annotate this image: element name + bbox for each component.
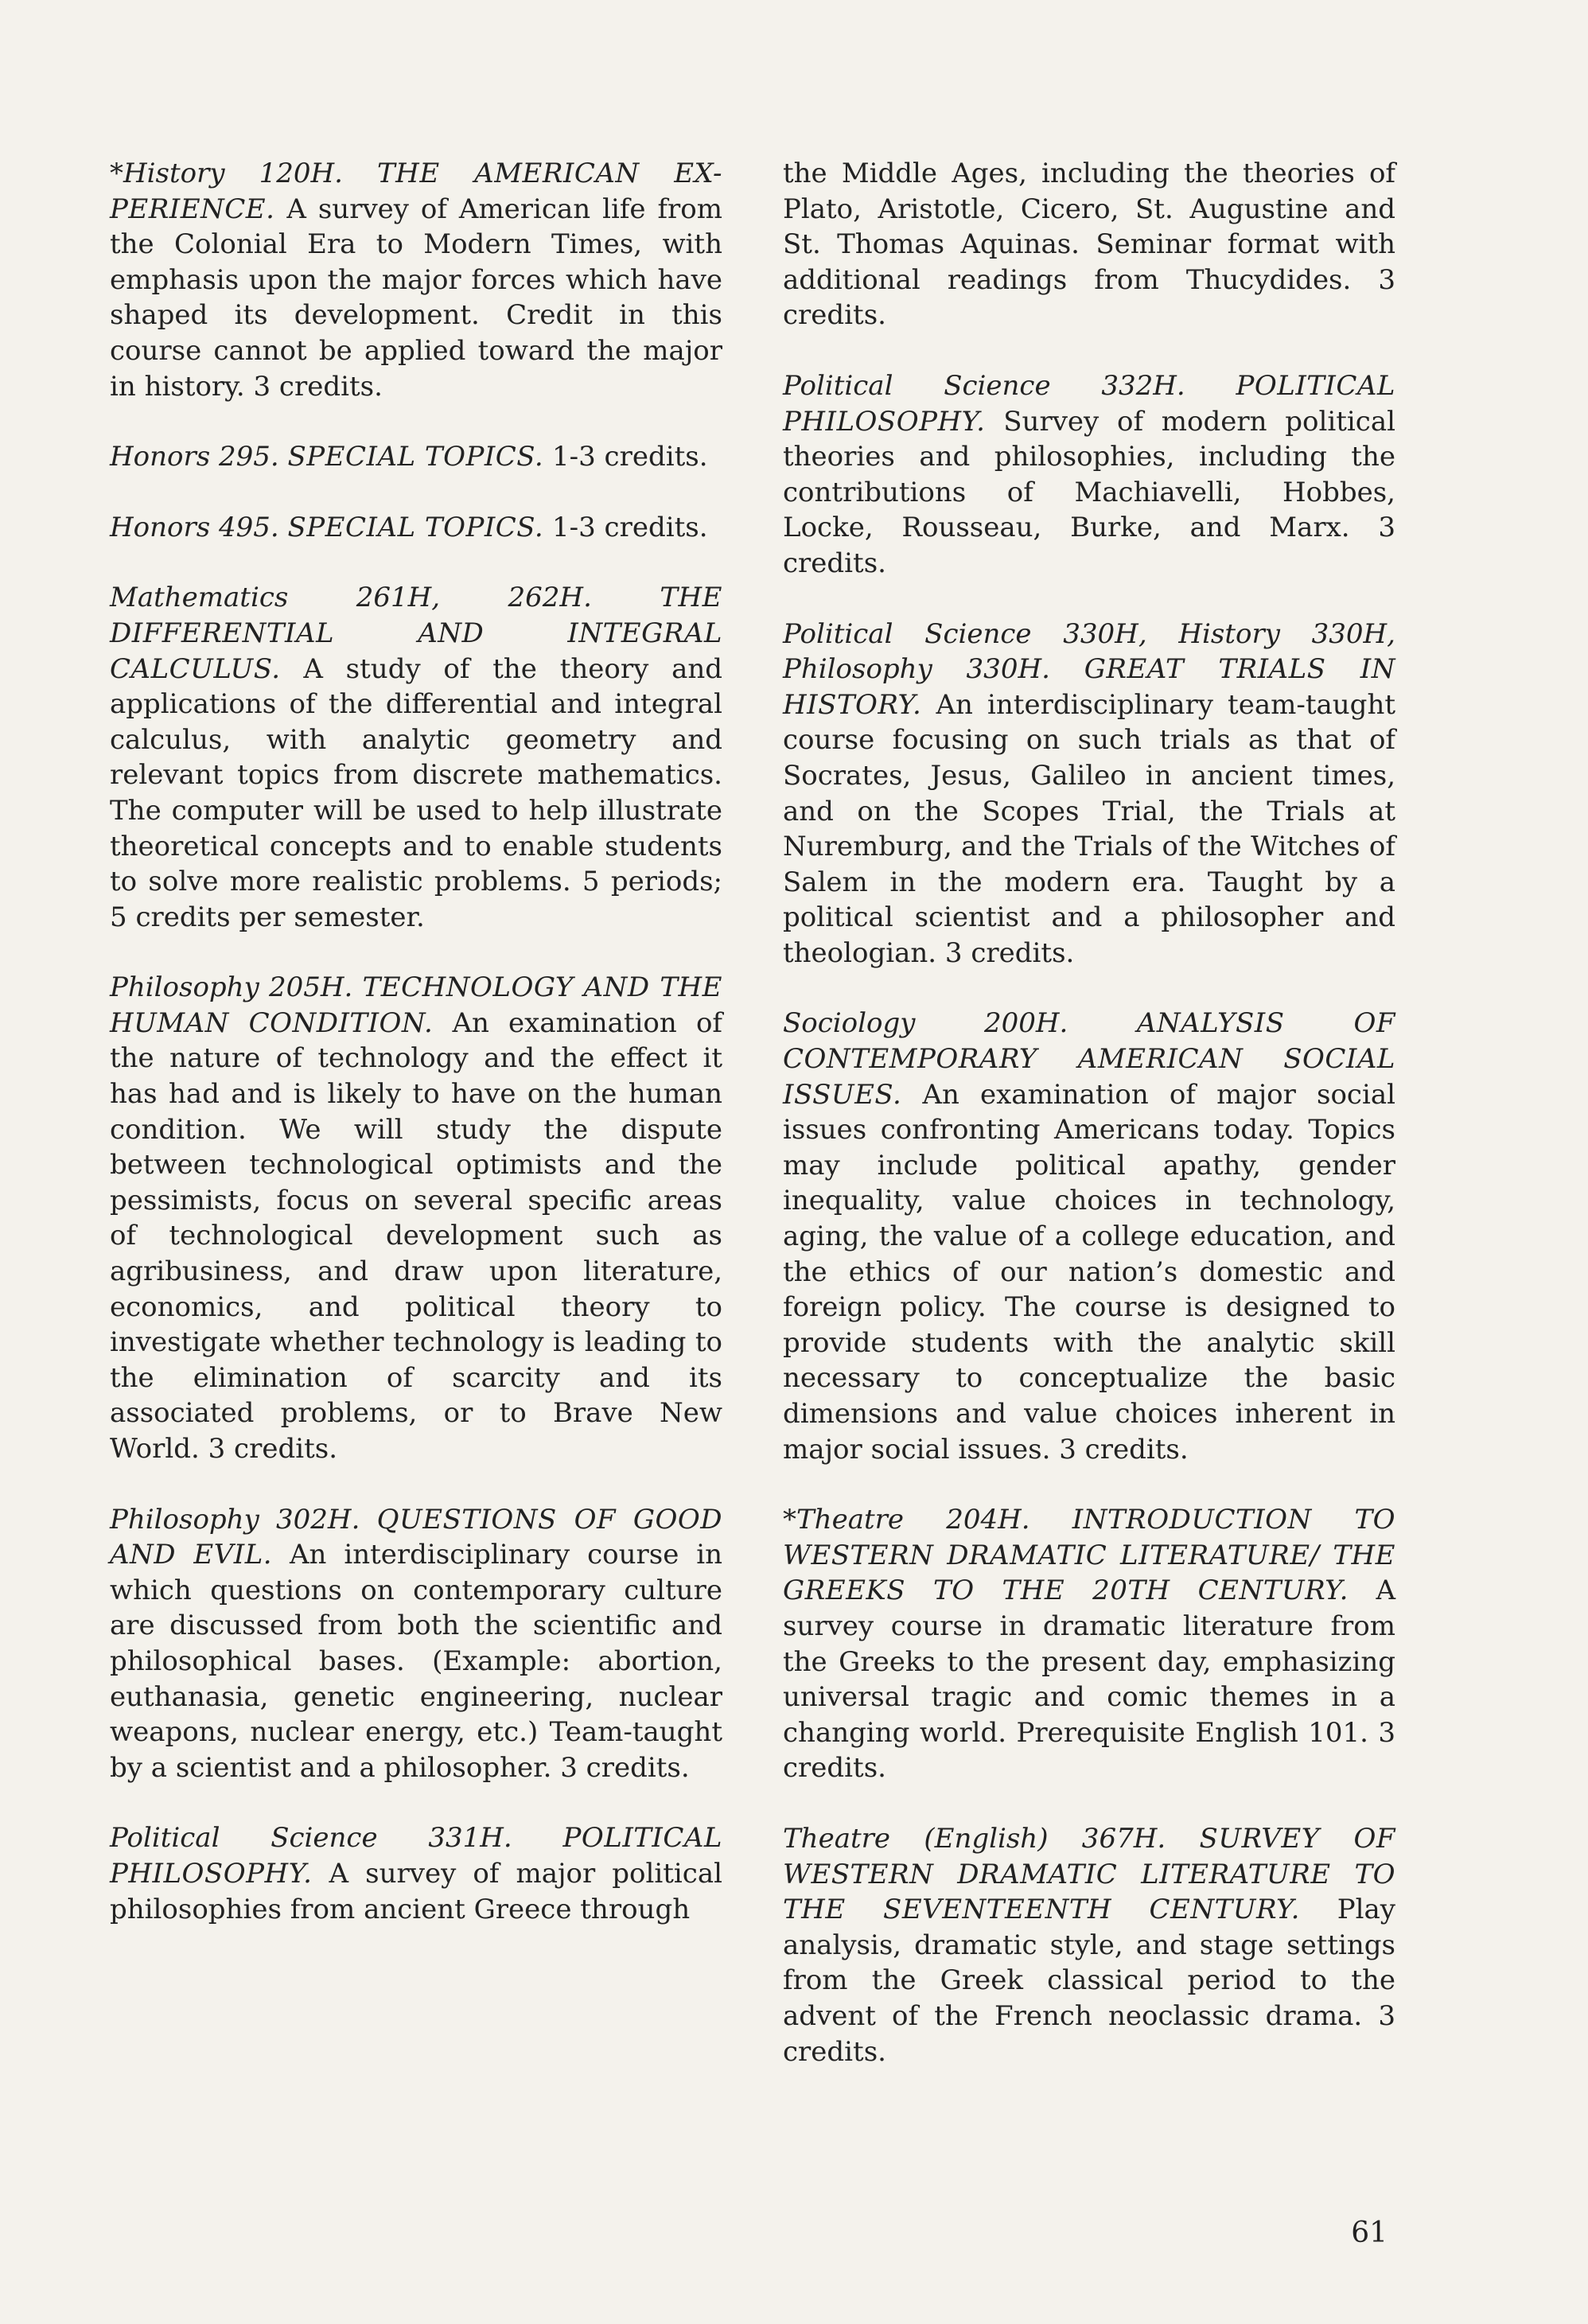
course-title: GREAT TRIALS IN HISTORY. bbox=[783, 653, 1395, 721]
course-title: THE AMERICAN EX-PERIENCE. bbox=[110, 158, 723, 225]
course-title: THE DIFFERENTIAL AND INTEGRAL CALCULUS. bbox=[110, 582, 722, 685]
course-title: SURVEY OF WESTERN DRAMATIC LITERATURE TO THE SEVENTEENTH CENTURY. bbox=[783, 1822, 1395, 1926]
course-entry-continued bbox=[783, 156, 1395, 333]
course-entry bbox=[110, 156, 722, 404]
course-title: POLITICAL PHILOSOPHY. bbox=[783, 369, 1395, 438]
course-entry bbox=[110, 510, 722, 546]
course-title: SPECIAL TOPICS. bbox=[287, 511, 544, 543]
course-department: Honors 295. bbox=[110, 441, 279, 473]
course-department: Mathematics 261H, 262H. bbox=[110, 582, 592, 614]
course-description: A survey of American life from the Colonial Era to Modern Times, with emphasis upon the major forces which have shaped its development. Credit in this course cannot be applied toward the major in history. 3 credits. bbox=[110, 193, 722, 403]
course-department: Honors 495. bbox=[110, 511, 279, 543]
course-entry bbox=[783, 1006, 1395, 1467]
course-description: Survey of modern political theories and philosophies, including the contributions of Machiavelli, Hobbes, Locke, Rousseau, Burke, and Marx. 3 credits. bbox=[783, 405, 1395, 579]
course-department: Philosophy 205H. bbox=[110, 971, 353, 1004]
course-title: INTRODUCTION TO WESTERN DRAMATIC LITERATURE/ THE GREEKS TO THE 20TH CENTURY. bbox=[783, 1504, 1396, 1607]
course-title: QUESTIONS OF GOOD AND EVIL. bbox=[110, 1503, 722, 1571]
course-title: POLITICAL PHILOSOPHY. bbox=[110, 1822, 722, 1890]
course-description: A survey of major political philosophies from ancient Greece through bbox=[110, 1857, 722, 1925]
right-column bbox=[783, 156, 1395, 2104]
course-entry bbox=[783, 617, 1395, 971]
course-description: A study of the theory and applications of the differential and integral calculus, with analytic geometry and relevant topics from discrete mathematics. The computer will be used to help illustrate theoretical concepts and to enable students to solve more realistic problems. 5 periods; 5 credits per semester. bbox=[110, 652, 723, 933]
course-department: Political Science 332H. bbox=[783, 369, 1185, 402]
course-department: Sociology 200H. bbox=[783, 1007, 1068, 1040]
course-entry bbox=[110, 1820, 722, 1927]
course-title: TECHNOLOGY AND THE HUMAN CONDITION. bbox=[110, 971, 722, 1039]
course-title: ANALYSIS OF CONTEMPORARY AMERICAN SOCIAL ISSUES. bbox=[783, 1007, 1395, 1111]
course-entry bbox=[110, 1502, 722, 1786]
course-entry bbox=[110, 970, 722, 1466]
course-department: Philosophy 302H. bbox=[110, 1503, 360, 1536]
course-title: SPECIAL TOPICS. bbox=[287, 441, 544, 473]
course-department: Theatre (English) 367H. bbox=[783, 1822, 1166, 1855]
course-description: An examination of the nature of technology and the effect it has had and is likely to have on the human condition. We will study the dispute between technological optimists and the pessimists, focus on several specific areas of technological development such as agribusiness, and draw upon literature, economics, and political theory to investigate whether technology is leading to the elimination of scarcity and its associated problems, or to Brave New World. 3 credits. bbox=[110, 1006, 722, 1465]
course-description: 1-3 credits. bbox=[551, 441, 708, 473]
left-column bbox=[110, 156, 722, 1962]
course-department: *Theatre 204H. bbox=[783, 1504, 1030, 1536]
course-department: Political Science 331H. bbox=[110, 1822, 512, 1855]
course-description: An examination of major social issues confronting Americans today. Topics may include political apathy, gender inequality, value choices in technology, aging, the value of a college education, and the ethics of our nation’s domestic and foreign policy. The course is designed to provide students with the analytic skill necessary to conceptualize the basic dimensions and value choices inherent in major social issues. 3 credits. bbox=[783, 1078, 1395, 1466]
course-entry bbox=[110, 439, 722, 475]
course-entry bbox=[110, 580, 722, 935]
course-description: An interdisciplinary team-taught course focusing on such trials as that of Socrates, Jesus, Galileo in ancient times, and on the Scopes Trial, the Trials at Nuremburg, and the Trials of the Witches of Salem in the modern era. Taught by a political scientist and a philosopher and theologian. 3 credits. bbox=[783, 688, 1396, 969]
course-entry bbox=[783, 1502, 1395, 1786]
course-department: *History 120H. bbox=[110, 158, 343, 189]
course-entry bbox=[783, 1821, 1395, 2069]
course-entry bbox=[783, 368, 1395, 582]
course-description: Play analysis, dramatic style, and stage settings from the Greek classical period to the advent of the French neoclassic drama. 3 credits. bbox=[783, 1894, 1396, 2068]
course-description: An interdisciplinary course in which questions on contemporary culture are discussed from both the scientific and philosophical bases. (Example: abortion, euthanasia, genetic engineering, nuclear weapons, nuclear energy, etc.) Team-taught by a scientist and a philosopher. 3 credits. bbox=[110, 1539, 722, 1784]
course-description: A survey course in dramatic literature from the Greeks to the present day, emphasizing universal tragic and comic themes in a changing world. Prerequisite English 101. 3 credits. bbox=[783, 1575, 1396, 1785]
course-description: 1-3 credits. bbox=[551, 511, 708, 543]
course-department: Political Science 330H, History 330H, Philosophy 330H. bbox=[783, 617, 1395, 686]
course-description: the Middle Ages, including the theories of Plato, Aristotle, Cicero, St. Augustine and St. Thomas Aquinas. Seminar format with additional readings from Thucydides. 3 credits. bbox=[783, 158, 1395, 332]
page-number: 61 bbox=[1351, 2217, 1388, 2249]
